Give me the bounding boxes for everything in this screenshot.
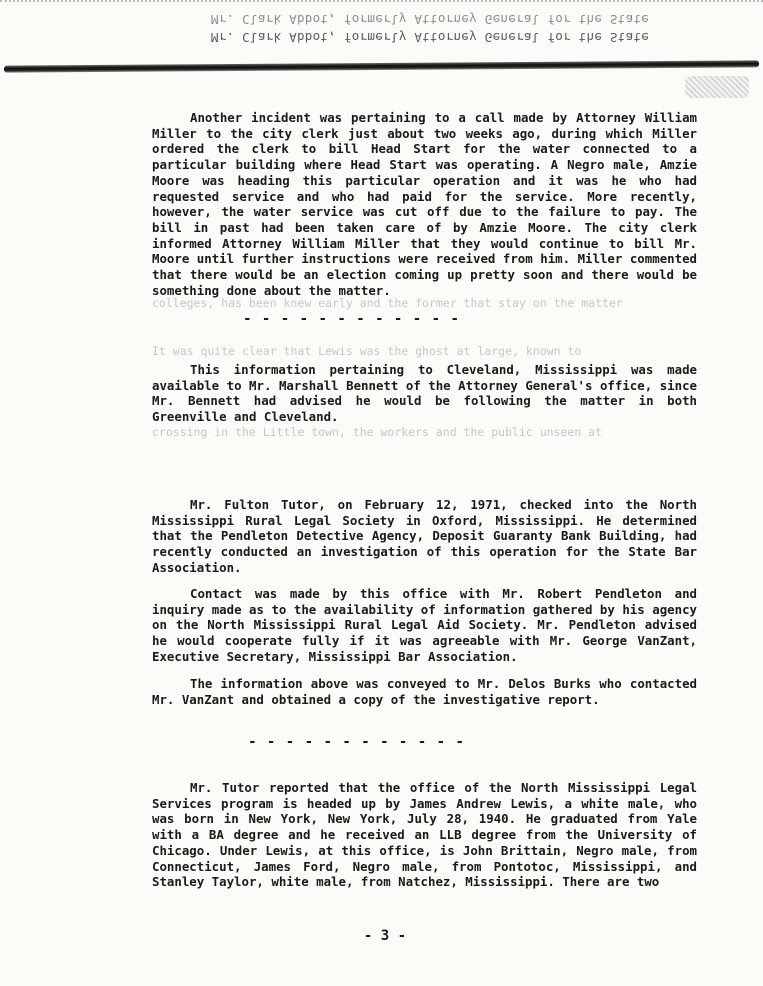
section-separator-1: - - - - - - - - - - - - — [243, 311, 460, 327]
bleed-through-text: It was quite clear that Lewis was the ghost at large, known to — [152, 344, 582, 358]
header-rule — [4, 60, 759, 72]
paragraph-6: Mr. Tutor reported that the office of the North Mississippi Legal Services program is headed up by James Andrew Lewis, a white male, who was born in New York, New York, July 28, 1940. He graduated from Yale with a BA degree and he received an LLB degree from the University of Chicago. Under Lewis, at this office, is John Brittain, Negro male, from Connecticut, James Ford, Negro male, from Pontotoc, Mississippi, and Stanley Taylor, white male, from Natchez, Mississippi. There are two — [152, 780, 697, 890]
paragraph-3: Mr. Fulton Tutor, on February 12, 1971, checked into the North Mississippi Rural Legal Society in Oxford, Mississippi. He determined that the Pendleton Detective Agency, Deposit Guaranty Bank Building, had recently conducted an investigation of this operation for the State Bar Association. — [152, 497, 697, 575]
paragraph-4: Contact was made by this office with Mr. Robert Pendleton and inquiry made as to the availability of information gathered by his agency on the North Mississippi Rural Legal Aid Society. Mr. Pendleton advised he would cooperate fully if it was agreeable with Mr. George VanZant, Executive Secretary, Mississippi Bar Association. — [152, 586, 697, 664]
paragraph-1: Another incident was pertaining to a call made by Attorney William Miller to the city clerk just about two weeks ago, during which Miller ordered the clerk to bill Head Start for the water connected to a particular building where Head Start was operating. A Negro male, Amzie Moore was heading this particular operation and it was he who had requested service and who had paid for the service. More recently, however, the water service was cut off due to the failure to pay. The bill in past had been taken care of by Amzie Moore. The city clerk informed Attorney William Miller that they would continue to bill Mr. Moore until further instructions were received from him. Miller commented that there would be an election coming up pretty soon and there would be something done about the matter. — [152, 110, 697, 298]
page-number: - 3 - — [363, 928, 407, 944]
paragraph-5: The information above was conveyed to Mr. Delos Burks who contacted Mr. VanZant and obtained a copy of the investigative report. — [152, 676, 697, 707]
bleed-through-header-2: Mr. Clark Abbot, formerly Attorney General for the State — [210, 30, 650, 45]
section-separator-2: - - - - - - - - - - - - — [248, 734, 465, 750]
bleed-through-text: crossing in the Little town, the workers and the public unseen at — [152, 425, 603, 439]
paragraph-2: This information pertaining to Cleveland, Mississippi was made available to Mr. Marshall Bennett of the Attorney General's office, since Mr. Bennett had advised he would be following the matter in both Greenville and Cleveland. — [152, 362, 697, 425]
perforation-edge — [0, 0, 763, 2]
faded-stamp — [685, 76, 749, 98]
bleed-through-text: colleges, has been knew early and the former that stay on the matter — [152, 296, 623, 310]
bleed-through-header-1: Mr. Clark Abbot, formerly Attorney General for the State — [210, 12, 650, 27]
